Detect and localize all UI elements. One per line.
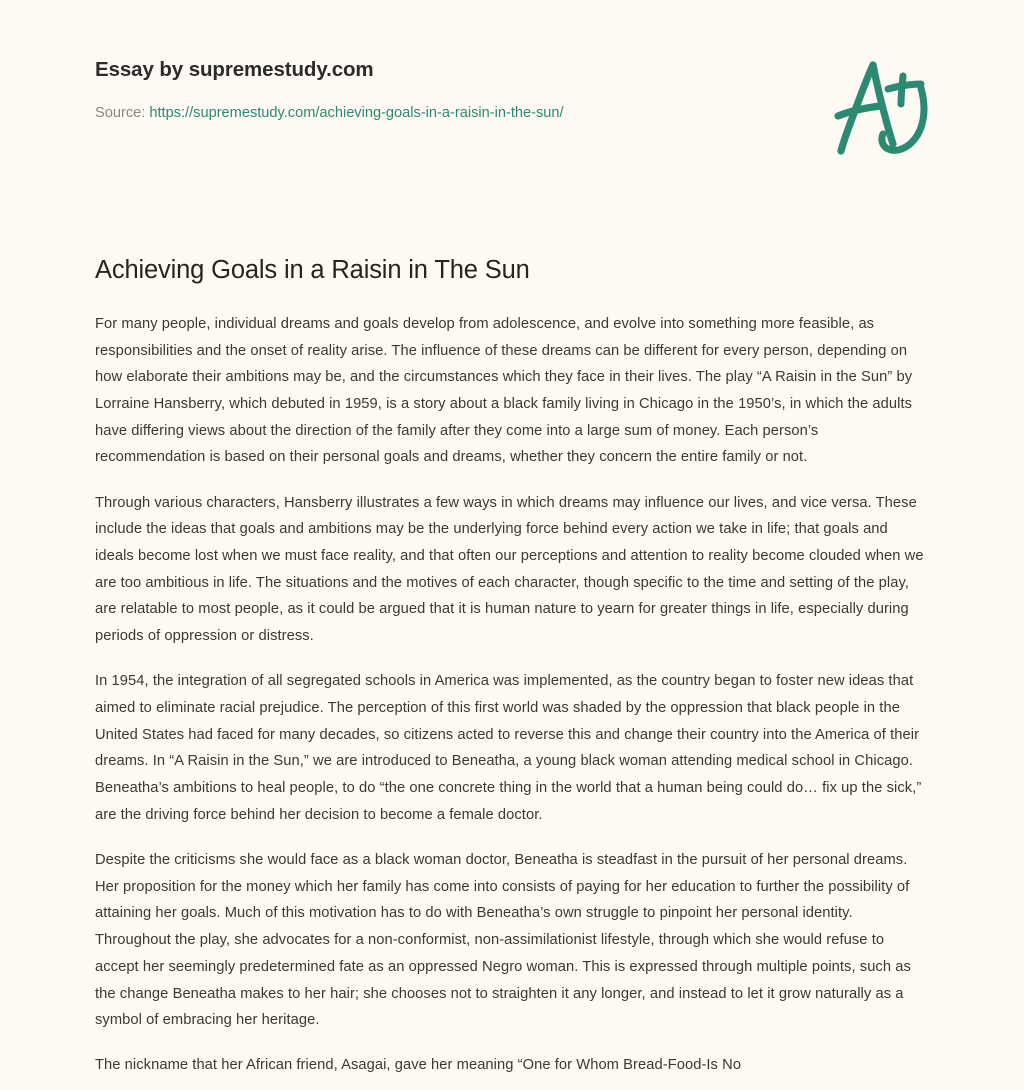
article-body xyxy=(95,287,929,1079)
a-plus-logo[interactable] xyxy=(826,58,938,162)
paragraph: Through various characters, Hansberry illustrates a few ways in which dreams may influence our lives, and vice versa. These include the ideas that goals and ambitions may be the underlying force behind every action we take in life; that goals and ideals become lost when we must face reality, and that often our perceptions and attention to reality become clouded when we are too ambitious in life. The situations and the motives of each character, though specific to the time and setting of the play, are relatable to most people, as it could be argued that it is human nature to yearn for greater things in life, especially during periods of oppression or distress. xyxy=(95,494,924,645)
source-url-link[interactable]: https://supremestudy.com/achieving-goals-in-a-raisin-in-the-sun/ xyxy=(149,104,564,121)
page-header xyxy=(0,0,1024,186)
paragraph: Despite the criticisms she would face as a black woman doctor, Beneatha is steadfast in the pursuit of her personal dreams. Her proposition for the money which her family has come into consists of paying for her education to further the possibility of attaining her goals. Much of this motivation has to do with Beneatha’s own struggle to pinpoint her personal identity. Throughout the play, she advocates for a non-conformist, non-assimilationist lifestyle, through which she would refuse to accept her seemingly predetermined fate as an oppressed Negro woman. This is expressed through multiple points, such as the change Beneatha makes to her hair; she chooses not to straighten it any longer, and instead to let it grow naturally as a symbol of embracing her heritage. xyxy=(95,852,911,1029)
paragraph: The nickname that her African friend, Asagai, gave her meaning “One for Whom Bread-Food-Is No xyxy=(95,1057,742,1074)
page-title: Achieving Goals in a Raisin in The Sun xyxy=(95,256,530,284)
source-label: Source: xyxy=(95,104,146,121)
paragraph: For many people, individual dreams and goals develop from adolescence, and evolve into something more feasible, as responsibilities and the onset of reality arise. The influence of these dreams can be different for every person, depending on how elaborate their ambitions may be, and the circumstances which they face in their lives. The play “A Raisin in the Sun” by Lorraine Hansberry, which debuted in 1959, is a story about a black family living in Chicago in the 1950’s, in which the adults have differing views about the direction of the family after they come into a large sum of money. Each person’s recommendation is based on their personal goals and dreams, whether they concern the entire family or not. xyxy=(95,315,913,466)
source-line xyxy=(95,104,929,123)
paragraph: In 1954, the integration of all segregated schools in America was implemented, as the country began to foster new ideas that aimed to eliminate racial prejudice. The perception of this first world was shaded by the oppression that black people in the United States had faced for many decades, so citizens acted to reverse this and change their country into the America of their dreams. In “A Raisin in the Sun,” we are introduced to Beneatha, a young black woman attending medical school in Chicago. Beneatha’s ambitions to heal people, to do “the one concrete thing in the world that a human being could do… fix up the sick,” are the driving force behind her decision to become a female doctor. xyxy=(95,673,922,823)
article xyxy=(0,186,1024,1079)
byline: Essay by supremestudy.com xyxy=(95,58,374,81)
